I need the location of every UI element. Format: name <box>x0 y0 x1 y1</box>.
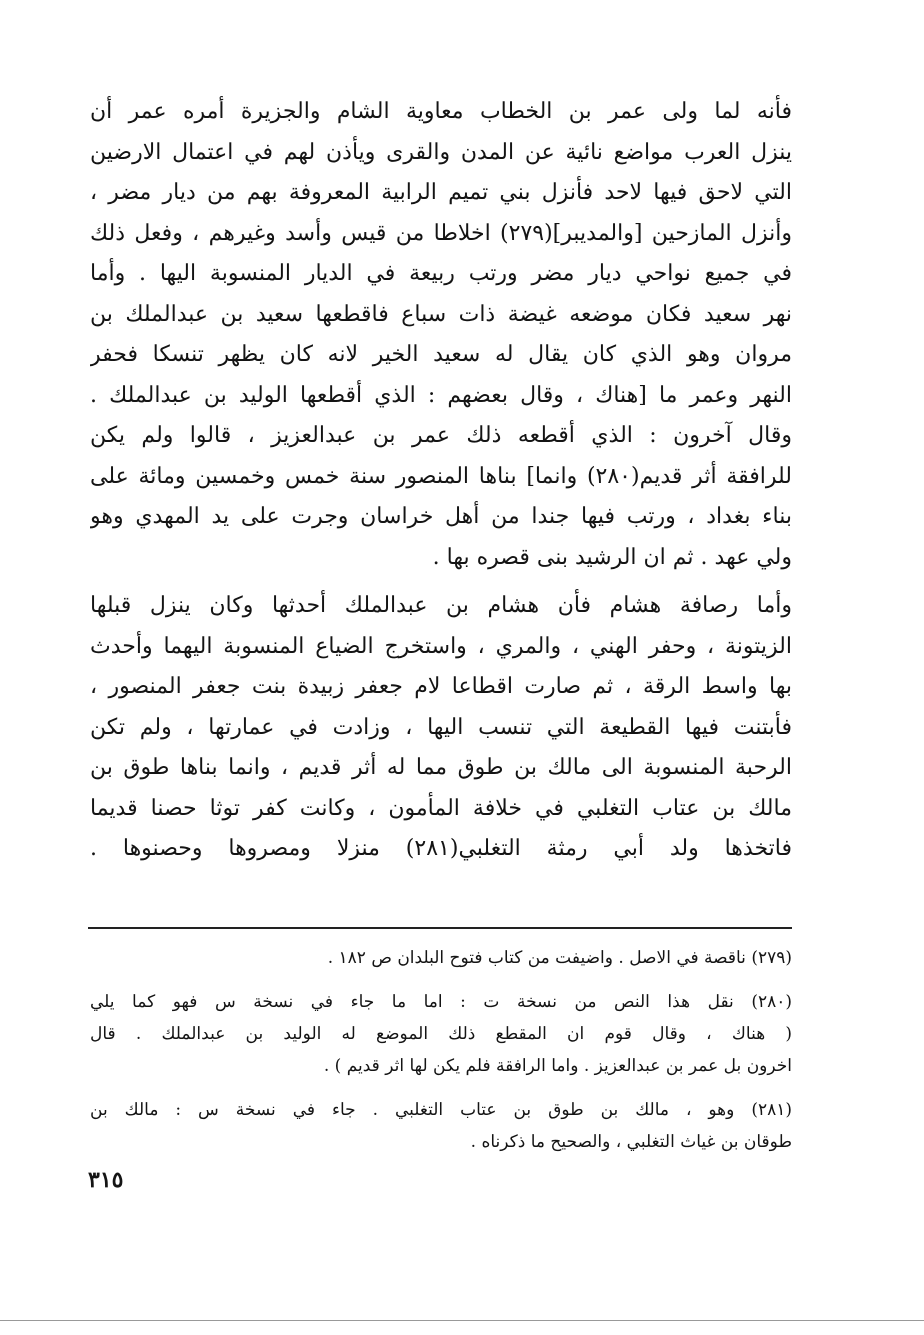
text-line: للرافقة أثر قديم(٢٨٠) وانما] بناها المنصور سنة خمس وخمسين ومائة على <box>90 463 792 489</box>
footnote-280 <box>90 986 792 1082</box>
text-line: فأنه لما ولى عمر بن الخطاب معاوية الشام والجزيرة أمره عمر أن <box>90 99 792 124</box>
footnote-line: طوقان بن غياث التغلبي ، والصحيح ما ذكرناه . <box>470 1132 792 1152</box>
footnotes <box>90 942 792 1170</box>
paragraph-2 <box>90 586 792 870</box>
text-line: ولي عهد . ثم ان الرشيد بنى قصره بها . <box>432 544 792 570</box>
page-edge <box>0 1320 924 1321</box>
footnote-line: اخرون بل عمر بن عبدالعزيز . واما الرافقة فلم يكن لها اثر قديم ) . <box>323 1056 792 1076</box>
text-line: نهر سعيد فكان موضعه غيضة ذات سباع فاقطعها سعيد بن عبدالملك بن <box>90 301 792 327</box>
footnote-divider <box>88 927 792 929</box>
text-line: فأبتنت فيها القطيعة التي تنسب اليها ، وزادت في عمارتها ، ولم تكن <box>90 714 792 740</box>
text-line: مالك بن عتاب التغلبي في خلافة المأمون ، وكانت كفر توثا حصنا قديما <box>90 795 792 821</box>
paragraph-1 <box>90 92 792 578</box>
footnote-line: (٢٧٩) ناقصة في الاصل . واضيفت من كتاب فتوح البلدان ص ١٨٢ . <box>327 948 792 968</box>
text-line: في جميع نواحي ديار مضر ورتب ربيعة في الديار المنسوبة اليها . وأما <box>90 261 792 286</box>
text-line: وأنزل المازحين [والمديبر](٢٧٩) اخلاطا من قيس وأسد وغيرهم ، وفعل ذلك <box>90 220 792 246</box>
text-line: وأما رصافة هشام فأن هشام بن عبدالملك أحدثها وكان ينزل قبلها <box>90 593 792 618</box>
text-line: وقال آخرون : الذي أقطعه ذلك عمر بن عبدالعزيز ، قالوا ولم يكن <box>90 423 792 448</box>
footnote-line: ( هناك ، وقال قوم ان المقطع ذلك الموضع له الوليد بن عبدالملك . قال <box>90 1024 792 1044</box>
footnote-line: (٢٨٠) نقل هذا النص من نسخة ت : اما ما جاء في نسخة س فهو كما يلي <box>90 992 792 1012</box>
paragraph-spacer <box>90 578 792 586</box>
main-text <box>90 92 792 870</box>
text-line: فاتخذها ولد أبي رمثة التغلبي(٢٨١) منزلا ومصروها وحصنوها . <box>90 836 792 861</box>
footnote-279 <box>90 942 792 974</box>
footnote-281 <box>90 1094 792 1158</box>
text-line: مروان وهو الذي كان يقال له سعيد الخير لانه كان يظهر تنسكا فحفر <box>90 342 792 367</box>
text-line: التي لاحق فيها لاحد فأنزل بني تميم الرابية المعروفة بهم من ديار مضر ، <box>90 180 792 205</box>
text-line: الزيتونة ، وحفر الهني ، والمري ، واستخرج الضياع المنسوبة اليهما وأحدث <box>90 633 792 659</box>
text-line: ينزل العرب مواضع نائية عن المدن والقرى ويأذن لهم في اعتمال الارضين <box>90 139 792 165</box>
page-number: ٣١٥ <box>88 1167 124 1193</box>
text-line: بناء بغداد ، ورتب فيها جندا من أهل خراسان وجرت على يد المهدي وهو <box>90 504 792 529</box>
text-line: بها واسط الرقة ، ثم صارت اقطاعا لام جعفر زبيدة بنت جعفر المنصور ، <box>90 674 792 699</box>
text-line: الرحبة المنسوبة الى مالك بن طوق مما له أثر قديم ، وانما بناها طوق بن <box>90 755 792 780</box>
footnote-line: (٢٨١) وهو ، مالك بن طوق بن عتاب التغلبي . جاء في نسخة س : مالك بن <box>90 1100 792 1120</box>
text-line: النهر وعمر ما [هناك ، وقال بعضهم : الذي أقطعها الوليد بن عبدالملك . <box>90 382 792 408</box>
